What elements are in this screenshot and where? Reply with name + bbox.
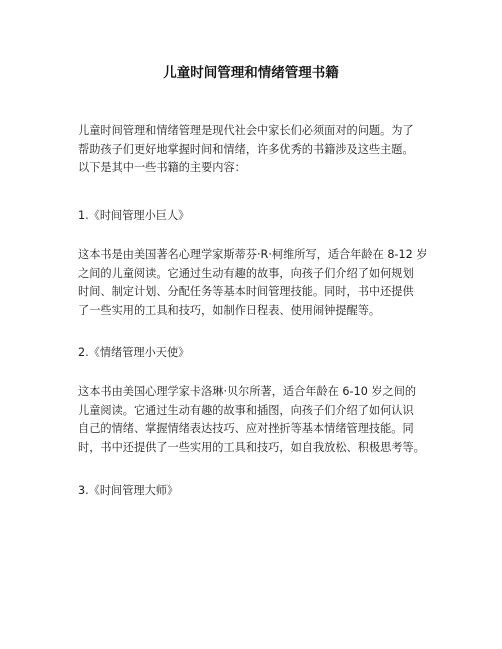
- intro-line: 儿童时间管理和情绪管理是现代社会中家长们必须面对的问题。为了: [78, 124, 414, 137]
- document-title: 儿童时间管理和情绪管理书籍: [163, 65, 339, 81]
- book-heading-1: 1.《时间管理小巨人》: [78, 209, 190, 222]
- description-line: 这本书由美国心理学家卡洛琳·贝尔所著，适合年龄在 6-10 岁之间的: [78, 385, 417, 398]
- book-description-2: [78, 383, 478, 457]
- description-line: 自己的情绪、掌握情绪表达技巧、应对挫折等基本情绪管理技能。同: [78, 422, 414, 436]
- description-line: 时间、制定计划、分配任务等基本时间管理技能。同时，书中还提供: [78, 285, 414, 299]
- book-description-1: [78, 246, 478, 320]
- intro-line: 帮助孩子们更好地掌握时间和情绪，许多优秀的书籍涉及这些主题。: [78, 142, 414, 156]
- description-line: 时，书中还提供了一些实用的工具和技巧，如自我放松、积极思考等。: [78, 440, 425, 454]
- book-heading-3: 3.《时间管理大师》: [78, 484, 179, 497]
- description-line: 这本书是由美国著名心理学家斯蒂芬·R·柯维所写，适合年龄在 8-12 岁: [78, 248, 428, 261]
- description-line: 儿童阅读。它通过生动有趣的故事和插图，向孩子们介绍了如何认识: [78, 403, 414, 417]
- intro-paragraph: [78, 122, 478, 178]
- book-heading-2: 2.《情绪管理小天使》: [78, 346, 190, 359]
- intro-line: 以下是其中一些书籍的主要内容：: [78, 161, 246, 175]
- description-line: 之间的儿童阅读。它通过生动有趣的故事，向孩子们介绍了如何规划: [78, 266, 414, 280]
- description-line: 了一些实用的工具和技巧，如制作日程表、使用闹钟提醒等。: [78, 303, 381, 317]
